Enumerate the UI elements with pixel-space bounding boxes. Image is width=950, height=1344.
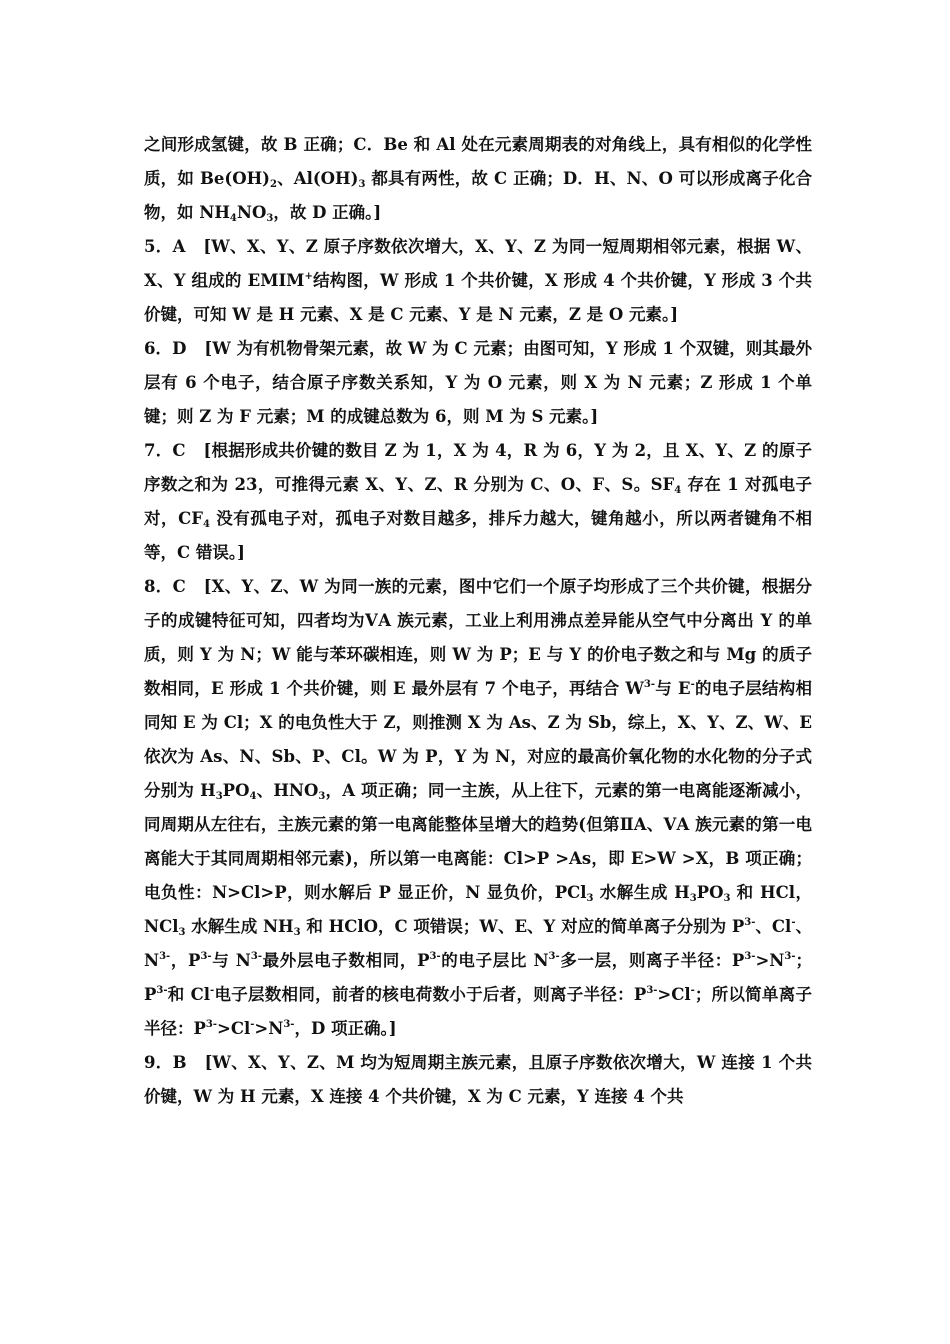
answer-text: [144, 128, 812, 1114]
answer-7: 7．C [根据形成共价键的数目 Z 为 1，X 为 4，R 为 6，Y 为 2，且 X、Y、Z 的原子序数之和为 23，可推得元素 X、Y、Z、R 分别为 C、O、F、S。$SF_4$ 存在 1 对孤电子对，$CF_4$ 没有孤电子对，孤电子对数目越多，排斥力越大，键角越小，所以两者键角不相等，C 错误。]: [144, 441, 812, 562]
answer-8: 8．C [X、Y、Z、W 为同一族的元素，图中它们一个原子均形成了三个共价键，根据分子的成键特征可知，四者均为ⅤA 族元素，工业上利用沸点差异能从空气中分离出 Y 的单质，则 Y 为 N；W 能与苯环碳相连，则 W 为 P；E 与 Y 的价电子数之和与 Mg 的质子数相同，E 形成 1 个共价键，则 E 最外层有 7 个电子，再结合 $W^{3-}$与 E-的电子层结构相同知 E 为 Cl；X 的电负性大于 Z，则推测 X 为 As、Z 为 Sb，综上，X、Y、Z、W、E 依次为 As、N、Sb、P、Cl。W 为 P，Y 为 N，对应的最高价氧化物的水化物的分子式分别为 $H_3PO_4$、$HNO_3$，A 项正确；同一主族，从上往下，元素的第一电离能逐渐减小，同周期从左往右，主族元素的第一电离能整体呈增大的趋势(但第ⅡA、ⅤA 族元素的第一电离能大于其同周期相邻元素)，所以第一电离能：Cl>P >As，即 E>W >X，B 项正确；电负性：N>Cl>P，则水解后 P 显正价，N 显负价，PCl$_3$ 水解生成 $H_3PO_3$ 和 HCl，NCl$_3$ 水解生成 $NH_3$ 和 HClO，C 项错误；W、E、Y 对应的简单离子分别为 $P^{3-}$、Cl-、$N^{3-}$，$P^{3-}$与 $N^{3-}$最外层电子数相同，$P^{3-}$的电子层比 $N^{3-}$多一层，则离子半径：$P^{3-}>N^{3-}$；$P^{3-}$和 Cl-电子层数相同，前者的核电荷数小于后者，则离子半径：$P^{3-}>Cl^-$；所以简单离子半径：$P^{3-}>Cl^->N^{3-}$，D 项正确。]: [144, 577, 813, 1038]
answer-5: 5．A [W、X、Y、Z 原子序数依次增大，X、Y、Z 为同一短周期相邻元素，根据 W、X、Y 组成的 EMIM+结构图，W 形成 1 个共价键，X 形成 4 个共价键，Y 形成 3 个共价键，可知 W 是 H 元素、X 是 C 元素、Y 是 N 元素，Z 是 O 元素。]: [144, 237, 812, 324]
answer-6: 6．D [W 为有机物骨架元素，故 W 为 C 元素；由图可知，Y 形成 1 个双键，则其最外层有 6 个电子，结合原子序数关系知，Y 为 O 元素，则 X 为 N 元素；Z 形成 1 个单键；则 Z 为 F 元素；M 的成键总数为 6，则 M 为 S 元素。]: [144, 339, 813, 426]
answer-9: 9．B [W、X、Y、Z、M 均为短周期主族元素，且原子序数依次增大，W 连接 1 个共价键，W 为 H 元素，X 连接 4 个共价键，X 为 C 元素，Y 连接 4 个共: [144, 1053, 812, 1106]
paragraph-continuation: 之间形成氢键，故 B 正确；C．Be 和 Al 处在元素周期表的对角线上，具有相似的化学性质，如 $Be(OH)_2$、$Al(OH)_3$ 都具有两性，故 C 正确；D．H、N、O 可以形成离子化合物，如 $NH_4NO_3$，故 D 正确。]: [144, 135, 813, 224]
